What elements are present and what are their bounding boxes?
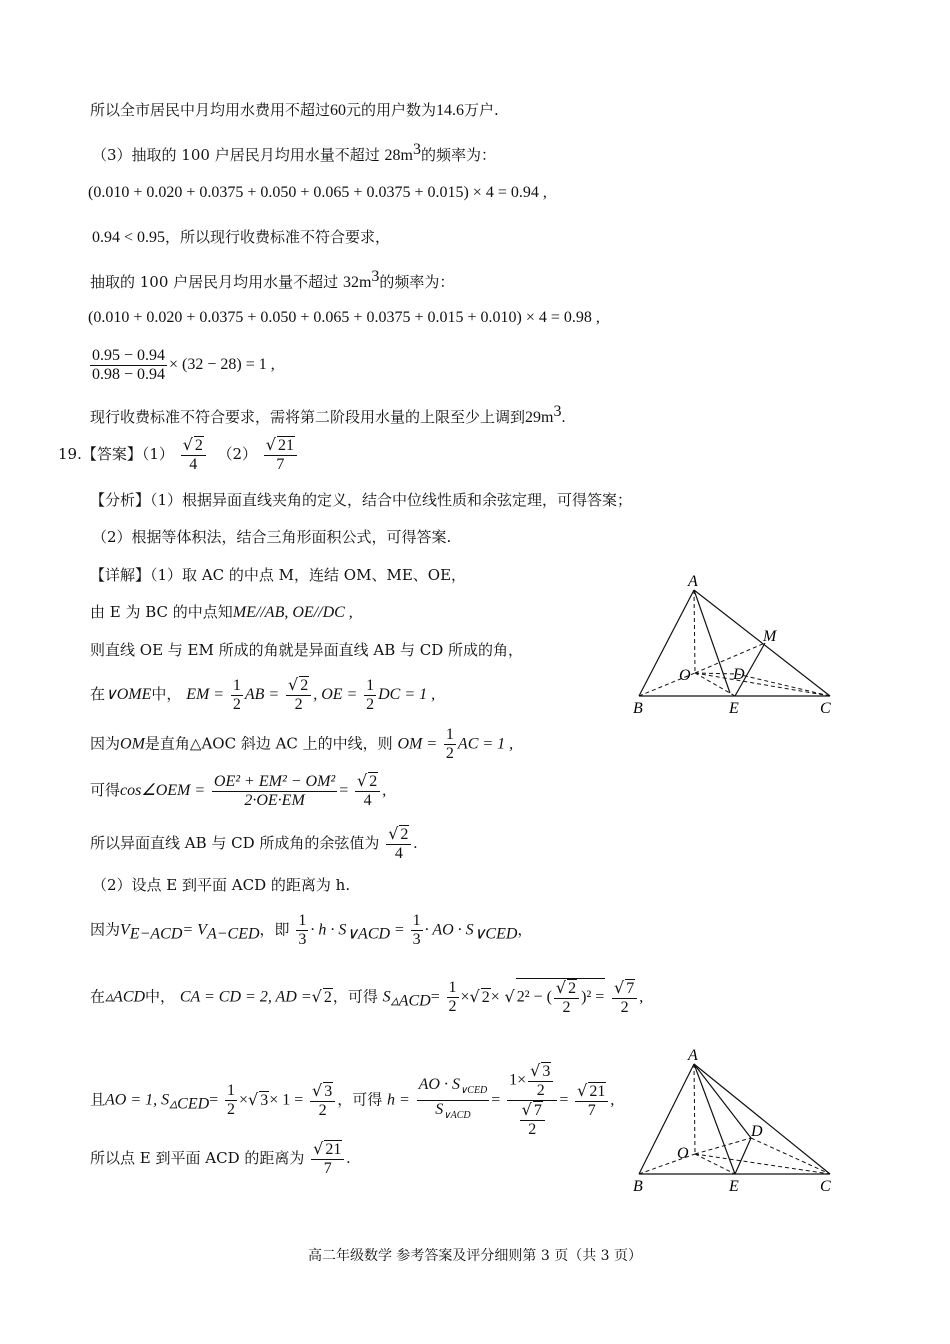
detail-line: 在∨OME中， EM = $\frac{1}{2}$ AB = $\frac{√ 2}{2}$ , OE = $\frac{1}{2}$ DC = 1 , [90, 675, 436, 713]
label-O: O [677, 1145, 689, 1162]
label-O: O [679, 667, 691, 684]
label-D: D [751, 1123, 763, 1140]
equation: (0.010 + 0.020 + 0.0375 + 0.050 + 0.065 + 0.0375 + 0.015 + 0.010) × 4 = 0.98 , [88, 309, 600, 326]
detail-line: 所以异面直线 AB 与 CD 所成角的余弦值为 $\frac{√ 2}{4}$ . [90, 824, 418, 862]
detail-line: 可得cos∠OEM = $\frac{\text{OE² + EM² − OM²}}{2\cdot OE\cdot EM}$ = $\frac{√ 2}{4}$ , [90, 771, 387, 809]
edge-AC [694, 590, 830, 696]
page-footer: 高二年级数学 参考答案及评分细则第 3 页（共 3 页） [307, 1248, 643, 1264]
text-line: 所以全市居民中月均用水费用不超过60元的用户数为14.6万户. [90, 101, 499, 119]
detail-line: 因为$V_{E-ACD}= V_{A-CED}$，即 $\frac{1}{3}$ · $h \cdot S_{\vee ACD}$ = $\frac{1}{3}$ · AO · $S_{\vee CED}$， [90, 912, 533, 948]
detail-line: 在▵ACD中， CA = CD = 2, AD =√ 2，可得 $S_{▵ACD}=$ $\frac{1}{2}$ ×√ 2× √ 2² − ( $\frac{√ 2}{2}$ )² = $\frac{√ 7}{2}$ , [90, 977, 644, 1016]
label-D: D [733, 666, 745, 683]
text-line: （3）抽取的 100 户居民月均用水量不超过 $28m^3$的频率为： [92, 141, 496, 164]
label-B: B [633, 1178, 643, 1195]
geometry-figure-1 [625, 568, 845, 718]
detail-line: 【详解】（1）取 AC 的中点 M，连结 OM、ME、OE， [90, 566, 467, 584]
label-A: A [688, 1047, 698, 1064]
detail-line: （2）设点 E 到平面 ACD 的距离为 h. [92, 876, 351, 894]
detail-line: 且AO = 1, $S_{▵CED}=$ $\frac{1}{2}$ ×√ 3× 1 = $\frac{√ 3}{2}$ ，可得 h = $\frac{AO \cdot S_{\vee CED}}{S_{\vee ACD}}$ = 1× $\frac{√ 3}{2}$ $\frac{√ 7}{2}$ = $\frac{√ 21}{7}$ , [90, 1061, 615, 1138]
analysis-line: （2）根据等体积法，结合三角形面积公式，可得答案. [92, 528, 452, 546]
detail-line: 所以点 E 到平面 ACD 的距离为 $\frac{√ 21}{7}$ . [90, 1139, 351, 1177]
question-19-answer: 19.【答案】（1） $\frac{√ 2}{4}$ （2） $\frac{√ 21}{7}$ [58, 436, 299, 474]
edge-DE [735, 1138, 751, 1174]
label-C: C [820, 1178, 831, 1195]
text-line: 现行收费标准不符合要求，需将第二阶段用水量的上限至少上调到$29m^3$. [90, 403, 566, 426]
label-E: E [729, 1178, 739, 1195]
analysis-line: 【分析】（1）根据异面直线夹角的定义，结合中位线性质和余弦定理，可得答案； [90, 491, 633, 509]
label-C: C [820, 700, 831, 717]
label-M: M [763, 628, 777, 645]
label-A: A [688, 573, 698, 590]
detail-line: 由 E 为 BC 的中点知ME//AB, OE//DC , [90, 603, 353, 621]
detail-line: 则直线 OE 与 EM 所成的角就是异面直线 AB 与 CD 所成的角， [90, 641, 524, 659]
equation: (0.010 + 0.020 + 0.0375 + 0.050 + 0.065 + 0.0375 + 0.015) × 4 = 0.94 , [88, 184, 547, 201]
edge-AD [694, 1064, 751, 1138]
text-line: 0.94 < 0.95，所以现行收费标准不符合要求， [92, 228, 391, 246]
equation: $\frac{0.95 - 0.94}{0.98 - 0.94}$ × (32 − 28) = 1 , [92, 347, 275, 383]
label-B: B [633, 700, 643, 717]
label-E: E [729, 700, 739, 717]
detail-line: 因为OM是直角△AOC 斜边 AC 上的中线，则 OM = $\frac{1}{2}$ AC = 1 , [90, 726, 514, 762]
geometry-figure-2 [625, 1042, 845, 1197]
text-line: 抽取的 100 户居民月均用水量不超过 $32m^3$的频率为： [90, 268, 455, 291]
